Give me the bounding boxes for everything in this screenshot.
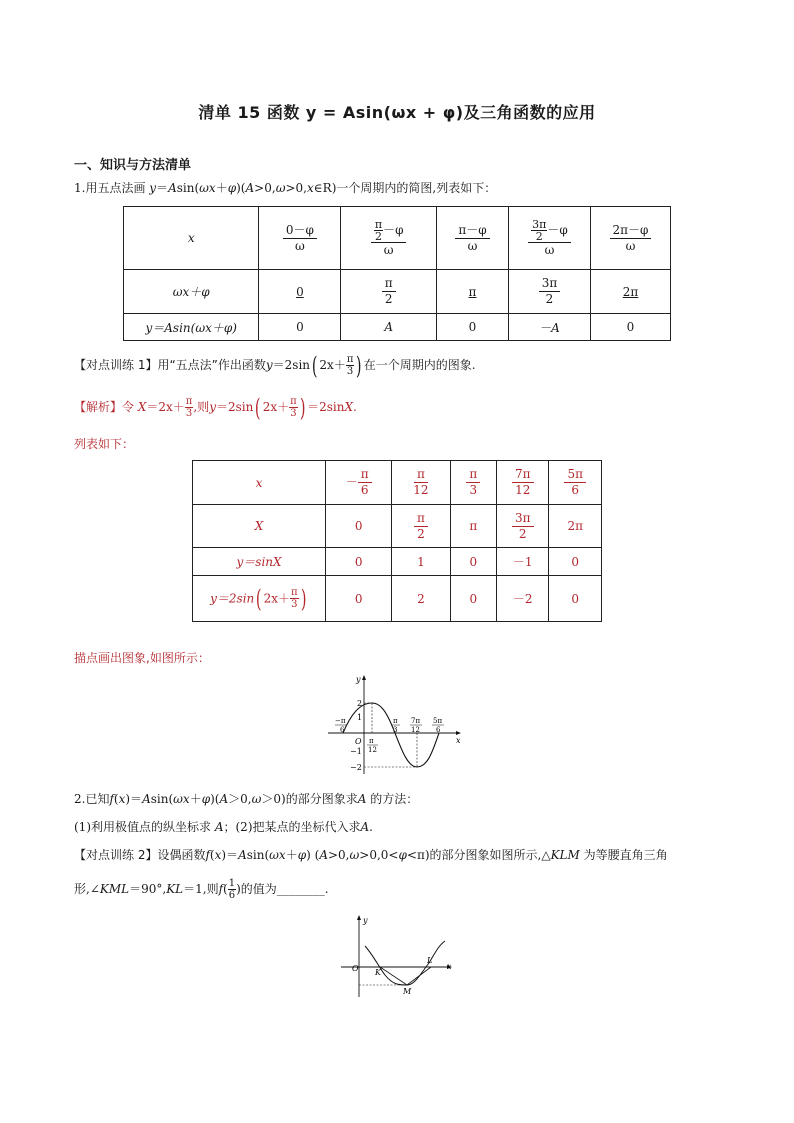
sol1-y: y: [209, 400, 216, 414]
ex2-d: sin(: [246, 848, 270, 862]
x-axis-label: x: [456, 736, 461, 745]
frac-den: 2: [545, 292, 554, 306]
tick-7pi12-num: 7π: [411, 717, 421, 725]
p2-i: ＞0)的部分图象求: [261, 792, 358, 806]
frac-rest: －φ: [383, 222, 404, 237]
table2-head-y-label: y＝2sin: [210, 591, 255, 605]
p1-b: y: [149, 181, 157, 195]
p3-A2: A: [360, 820, 370, 834]
table2-cell: [497, 505, 549, 548]
page-title: 清单 15 函数 y = Asin(ωx + φ)及三角函数的应用: [198, 103, 596, 122]
table1-cell: [509, 270, 591, 314]
p1-f: ωx: [199, 181, 216, 195]
table2-cell: －1: [497, 548, 549, 576]
frac-den: 12: [515, 483, 531, 497]
ex2-line2b: ＝90°,: [129, 882, 167, 896]
tick-pi12-num: π: [369, 737, 374, 745]
table2-row-sinX: [193, 548, 602, 576]
ex1-inner: 2x＋: [319, 358, 346, 372]
ex2-f: f: [205, 848, 210, 862]
table2-cell: 0: [326, 505, 392, 548]
sol1-X: X: [137, 400, 147, 414]
point-K-label: K: [375, 968, 381, 977]
exercise-2-label: 【对点训练 2】设偶函数: [74, 848, 206, 862]
point-L-label: L: [427, 956, 433, 965]
tick-neg-pi6-den: 6: [340, 726, 345, 734]
tick-5pi6-num: 5π: [433, 717, 443, 725]
y-axis-label: y: [363, 916, 368, 925]
point-M-label: M: [403, 987, 412, 996]
p2-A3: A: [357, 792, 367, 806]
frac-den: 6: [228, 890, 236, 901]
origin-label: O: [352, 964, 359, 973]
ex2-e: ＋: [285, 848, 298, 862]
table2-head-sinX: y＝sinX: [193, 548, 326, 576]
frac-num: π: [374, 217, 383, 231]
paragraph-3: [74, 819, 373, 835]
sign: －: [345, 475, 358, 489]
table2-cell: 0: [549, 548, 602, 576]
table2-cell: 0: [450, 576, 496, 622]
solution-1-label: 【解析】: [74, 400, 123, 414]
p3-a: (1)利用极值点的纵坐标求: [74, 820, 215, 834]
solution-1: 【解析】令 X＝2x＋ $\frac{\pi}{3}$ ,则y＝2sin( 2x＋ $\frac{\pi}{3}$ ) ＝2sinX.: [74, 393, 357, 422]
frac-rest: －φ: [547, 222, 568, 237]
ex2-A2: A: [319, 848, 328, 862]
frac-den: 2: [535, 229, 543, 243]
p2-j: 的方法：: [366, 792, 419, 806]
p2-A2: A: [219, 792, 229, 806]
table1-cell: 0: [259, 314, 341, 341]
tick-7pi12-den: 12: [411, 726, 420, 734]
frac-num: π: [358, 467, 372, 483]
p3-c: .: [369, 820, 373, 834]
tick-neg-pi6-num: −π: [335, 717, 346, 725]
p2-f: f: [109, 792, 114, 806]
sol1-t6: .: [353, 400, 357, 414]
table2-row-X: [193, 505, 602, 548]
table2-cell: [450, 461, 496, 505]
frac-den: ω: [383, 242, 394, 257]
p2-x: x: [118, 792, 126, 806]
table1-row-x: [124, 207, 671, 270]
table2-cell: －2: [497, 576, 549, 622]
p1-j: A: [245, 181, 255, 195]
frac-den: 6: [571, 483, 580, 497]
ex2-h: >0,: [327, 848, 350, 862]
table2-cell: π: [450, 505, 496, 548]
p2-w2: ω: [251, 792, 262, 806]
ex2-w2: ω: [349, 848, 360, 862]
table1-cell: 0: [436, 314, 508, 341]
table2-head-y: y＝2sin( 2x＋ $\frac{\pi}{3}$ ): [193, 576, 326, 622]
frac-num: 3π: [539, 276, 561, 292]
sol1-t5: ＝2sin: [307, 400, 345, 414]
p2-b: (: [113, 792, 119, 806]
ex2-KL: KL: [166, 882, 184, 896]
ex2-line2d: 的值为________.: [240, 882, 329, 896]
table2-cell: [497, 461, 549, 505]
table1-cell: A: [341, 314, 437, 341]
tick-pi3-den: 3: [393, 726, 398, 734]
paragraph-2: [74, 791, 418, 807]
table1-cell: [590, 207, 670, 270]
frac-num: 7π: [512, 467, 534, 483]
table2-head-X: X: [193, 505, 326, 548]
p1-m: >0,: [285, 181, 307, 195]
tick-pi3-num: π: [393, 717, 398, 725]
p2-c: )＝: [125, 792, 143, 806]
table2-cell: 0: [326, 548, 392, 576]
sol1-t4: ＝2sin: [215, 400, 254, 414]
table1-cell: 0: [590, 314, 670, 341]
frac-num: 5π: [564, 467, 586, 483]
table1-cell: －A: [509, 314, 591, 341]
ex2-line2a: 形,∠: [74, 882, 100, 896]
table1-cell: [341, 207, 437, 270]
ex1-tail: 在一个周期内的图象.: [363, 358, 476, 372]
table1-cell: [259, 207, 341, 270]
frac-den: 2: [374, 229, 382, 243]
p1-e: sin(: [176, 181, 200, 195]
p2-w: ωx: [173, 792, 190, 806]
frac-den: 2: [417, 526, 425, 541]
p3-b: ；(2)把某点的坐标代入求: [223, 820, 361, 834]
label-neg2: −2: [350, 763, 362, 772]
frac-den: 3: [469, 483, 478, 497]
y-axis-arrow: [362, 675, 366, 680]
table1-cell: [341, 270, 437, 314]
frac-num: π: [414, 467, 428, 483]
table2-cell: 2: [392, 576, 450, 622]
frac-num: π: [414, 511, 428, 527]
p1-d: A: [168, 181, 177, 195]
p1-a: 1.用五点法画: [74, 181, 150, 195]
ex1-eq: ＝2sin: [272, 358, 311, 372]
ex1-y: y: [265, 358, 273, 372]
tick-pi12-den: 12: [368, 746, 377, 754]
y-axis-label: y: [356, 675, 361, 684]
draw-label: 描点画出图象,如图所示：: [74, 651, 210, 665]
p1-g: ＋: [215, 181, 228, 195]
exercise-2-line-1: [74, 847, 668, 863]
sol1-t2: ＝2x＋: [146, 400, 185, 414]
label-2: 2: [357, 699, 363, 708]
exercise-1-label: 【对点训练 1】用“五点法”作出函数: [74, 358, 266, 372]
table2-head-x: x: [193, 461, 326, 505]
ex2-j: <π)的部分图象如图所示,△: [406, 848, 551, 862]
section-heading: 一、知识与方法清单: [74, 158, 192, 173]
x-axis-arrow: [456, 731, 461, 735]
ex2-KLM: KLM: [550, 848, 580, 862]
table2-cell: [326, 461, 392, 505]
p2-g: )(: [210, 792, 220, 806]
frac-den: 3: [291, 599, 298, 610]
frac-den: 2: [384, 292, 393, 306]
table1-head-x: x: [124, 207, 259, 270]
sol1-t1: 令: [122, 400, 138, 414]
frac-den: ω: [294, 238, 305, 253]
p2-d: sin(: [150, 792, 174, 806]
table2-cell: [549, 461, 602, 505]
frac-num: 0－φ: [283, 223, 317, 239]
frac-num: 1: [228, 878, 236, 889]
frac-num: π: [382, 276, 396, 292]
ex2-A: A: [238, 848, 247, 862]
frac-den: 12: [413, 483, 429, 497]
table2-cell: [392, 505, 450, 548]
frac-num: 3π: [532, 217, 547, 231]
label-1: 1: [357, 713, 363, 722]
p2-a: 2.已知: [74, 792, 110, 806]
cosine-curve: [365, 941, 445, 985]
sine-graph-1: [320, 672, 470, 777]
p1-i: )(: [236, 181, 246, 195]
frac-den: 3: [185, 408, 193, 419]
ex2-phi2: φ: [398, 848, 407, 862]
sol1-X2: X: [344, 400, 354, 414]
exercise-2-line-2: 形,∠KML＝90°,KL＝1,则f( $\frac{1}{6}$ )的值为________.: [74, 878, 329, 901]
frac-den: 2: [518, 526, 527, 541]
table2-row-x: [193, 461, 602, 505]
tick-5pi6-den: 6: [436, 726, 441, 734]
ex2-x: x: [214, 848, 222, 862]
solution-table: [192, 460, 602, 622]
table1-head-phase: ωx＋φ: [124, 270, 259, 314]
p3-A: A: [214, 820, 224, 834]
frac-num: π: [291, 587, 298, 598]
p1-c: ＝: [156, 181, 169, 195]
ex2-k: 为等腰直角三角: [579, 848, 668, 862]
frac-den: 3: [290, 408, 297, 419]
p1-n: x: [307, 181, 314, 195]
frac-num: π: [346, 354, 354, 365]
x-axis-label: x: [447, 962, 452, 971]
p2-A: A: [142, 792, 151, 806]
p2-e: ＋: [189, 792, 202, 806]
triangle-KLM: [380, 967, 431, 985]
frac-den: ω: [467, 238, 478, 253]
frac-num: π－φ: [455, 223, 489, 239]
ex2-line2c: ＝1,则: [183, 882, 219, 896]
frac-num: 3π: [512, 511, 534, 527]
table2-cell: 0: [549, 576, 602, 622]
five-point-table: [123, 206, 671, 341]
frac-num: π: [290, 396, 297, 407]
table1-head-y: y＝Asin(ωx＋φ): [124, 314, 259, 341]
frac-num: π: [466, 467, 480, 483]
frac-den: ω: [625, 238, 636, 253]
table2-inner: 2x＋: [263, 591, 291, 605]
frac-den: 3: [346, 366, 354, 377]
p1-o: ∈R)一个周期内的简图,列表如下：: [313, 181, 497, 195]
origin-label: O: [355, 737, 362, 746]
ex2-c: )＝: [221, 848, 239, 862]
exercise-1: 【对点训练 1】用“五点法”作出函数y＝2sin( 2x＋ $\frac{\pi}{3}$ ) 在一个周期内的图象.: [74, 351, 476, 380]
table2-row-y: [193, 576, 602, 622]
table2-cell: 0: [450, 548, 496, 576]
ex2-phi: φ: [297, 848, 307, 862]
label-neg1: −1: [350, 747, 362, 756]
frac-den: ω: [544, 242, 555, 257]
ex2-i: >0,0<: [359, 848, 399, 862]
p1-h: φ: [227, 181, 237, 195]
ex2-b: (: [209, 848, 215, 862]
table2-cell: 0: [326, 576, 392, 622]
paragraph-1: [74, 180, 496, 196]
cosine-graph-2: [337, 913, 459, 999]
p2-phi: φ: [201, 792, 211, 806]
frac-den: 6: [360, 483, 369, 497]
p1-l: ω: [275, 181, 286, 195]
p2-h: ＞0,: [228, 792, 252, 806]
ex2-g: ) (: [306, 848, 320, 862]
table1-cell: [436, 207, 508, 270]
table1-row-y: [124, 314, 671, 341]
table2-cell: 1: [392, 548, 450, 576]
table1-row-phase: [124, 270, 671, 314]
table1-cell: 0: [259, 270, 341, 314]
sol1-t3: ,则: [193, 400, 210, 414]
table1-cell: [509, 207, 591, 270]
table1-cell: 2π: [590, 270, 670, 314]
ex2-f2: f: [218, 882, 224, 896]
frac-num: 2π－φ: [610, 223, 652, 239]
ex2-KML: KML: [99, 882, 130, 896]
p1-k: >0,: [254, 181, 276, 195]
list-label: 列表如下：: [74, 437, 135, 451]
ex2-w: ωx: [269, 848, 286, 862]
sol1-inner: 2x＋: [262, 400, 290, 414]
table1-cell: π: [436, 270, 508, 314]
frac-num: π: [185, 396, 193, 407]
table2-cell: 2π: [549, 505, 602, 548]
y-axis-arrow: [357, 915, 361, 920]
table2-cell: [392, 461, 450, 505]
